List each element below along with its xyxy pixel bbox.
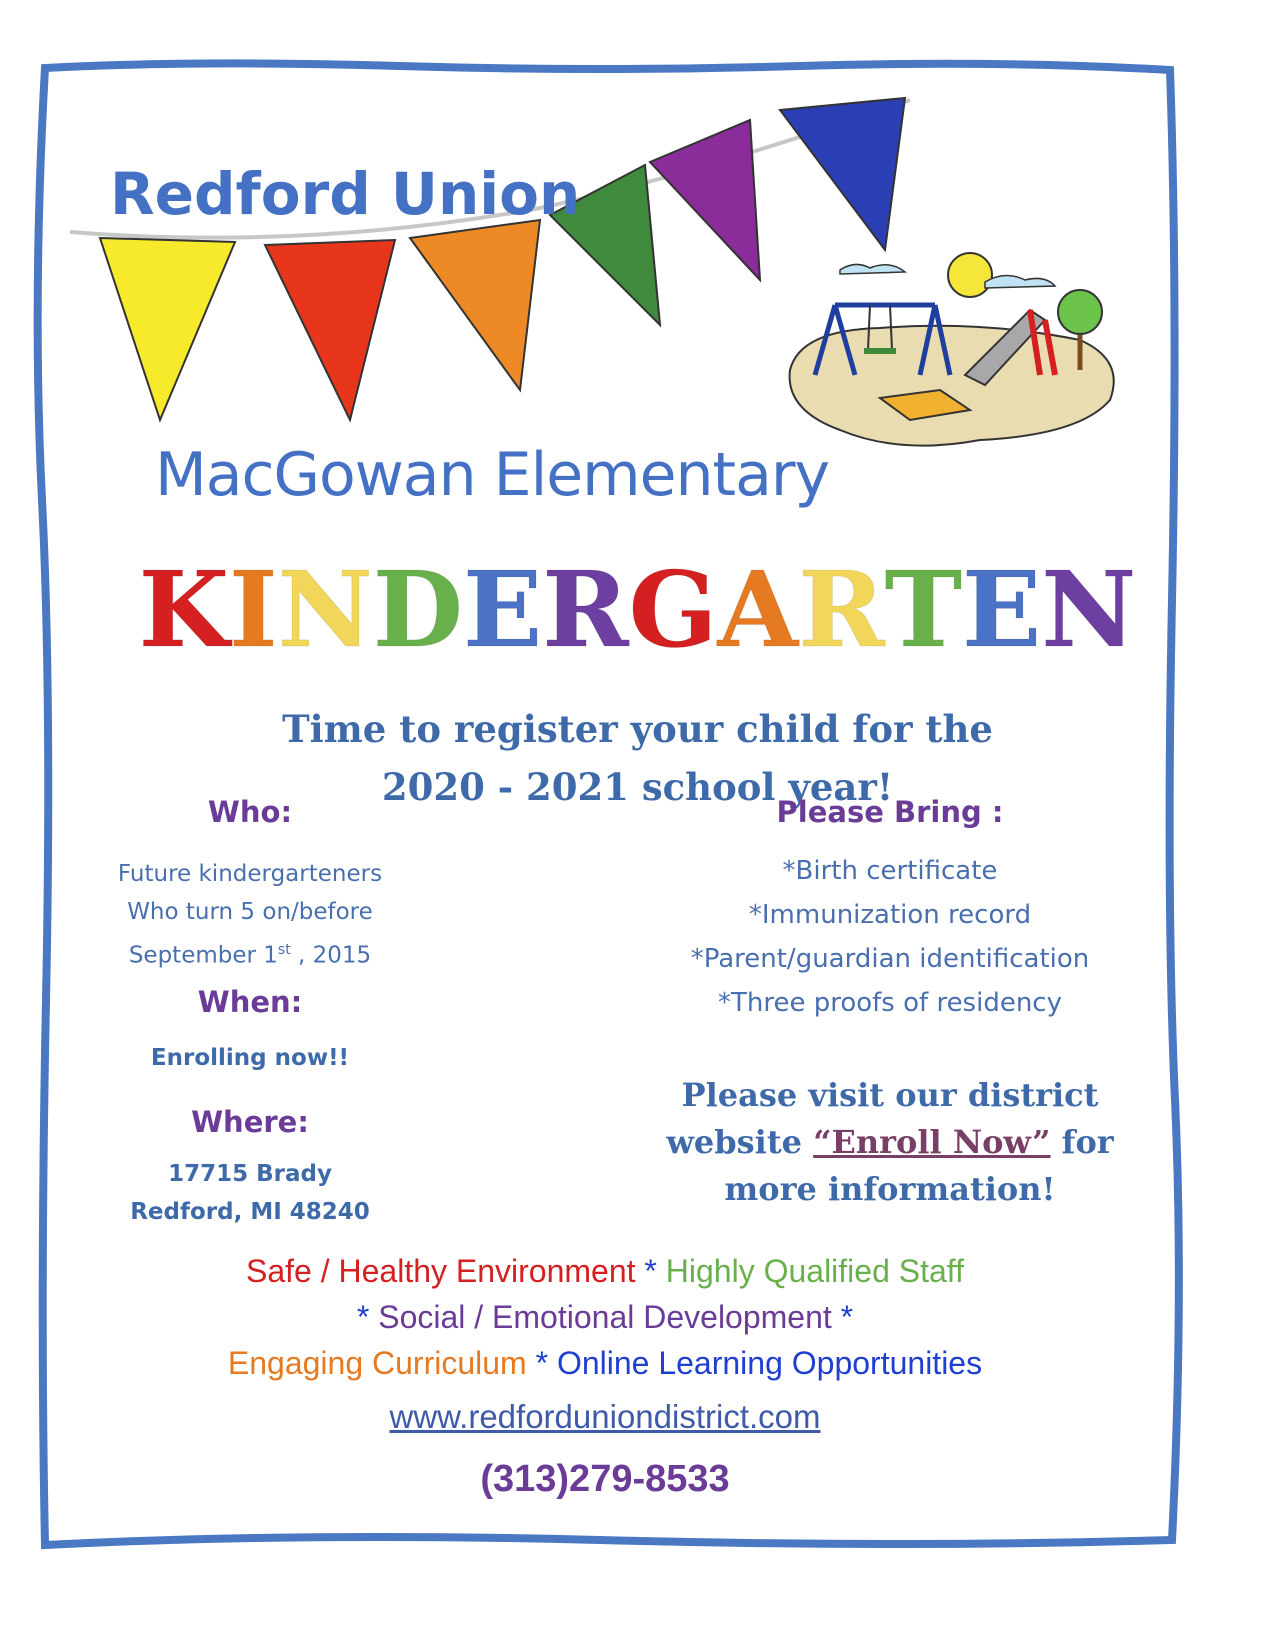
- where-section: [100, 1105, 400, 1231]
- red-flag: [265, 240, 395, 420]
- bring-item: *Immunization record: [748, 900, 1032, 930]
- bring-item: *Birth certificate: [782, 856, 998, 886]
- title-letter: R: [798, 548, 885, 671]
- feature-engaging-curriculum: Engaging Curriculum: [227, 1345, 527, 1381]
- where-label: Where:: [191, 1105, 309, 1139]
- blue-flag: [780, 98, 905, 250]
- when-value: Enrolling now!!: [150, 1045, 350, 1071]
- title-letter: D: [372, 548, 463, 671]
- when-section: [100, 985, 400, 1077]
- title-letter: N: [277, 548, 373, 671]
- bring-item: *Parent/guardian identification: [690, 944, 1090, 974]
- title-letter: E: [962, 548, 1042, 671]
- district-name: Redford Union: [110, 160, 581, 228]
- feature-separator: *: [635, 1253, 666, 1289]
- title-letter: I: [229, 548, 278, 671]
- features-list: [0, 1248, 1210, 1386]
- feature-separator: *: [526, 1345, 557, 1381]
- headline-line-1: Time to register your child for the: [282, 707, 993, 751]
- visit-line-2: website “Enroll Now” for: [666, 1123, 1114, 1161]
- who-label: Who:: [207, 795, 293, 829]
- visit-line-1: Please visit our district: [681, 1076, 1099, 1114]
- bring-section: [640, 795, 1140, 1025]
- bring-label: Please Bring :: [776, 795, 1004, 829]
- title-letter: A: [717, 548, 799, 671]
- title-letter: E: [462, 548, 543, 671]
- phone-number: (313)279-8533: [480, 1458, 730, 1500]
- when-label: When:: [197, 985, 303, 1019]
- title-letter: K: [138, 548, 230, 671]
- who-line-3: September 1st , 2015: [128, 942, 372, 969]
- feature-online-learning: Online Learning Opportunities: [556, 1345, 983, 1381]
- who-line-1: Future kindergarteners: [117, 861, 383, 887]
- visit-website-note: [640, 1072, 1140, 1213]
- title-letter: R: [542, 548, 629, 671]
- visit-line-3: more information!: [724, 1170, 1056, 1208]
- yellow-flag: [100, 238, 235, 420]
- who-section: [100, 795, 400, 975]
- features-line-2: [0, 1294, 1210, 1340]
- school-name: MacGowan Elementary: [155, 440, 830, 510]
- feature-social-emotional: Social / Emotional Development: [378, 1299, 832, 1335]
- headline-line-2: 2020 - 2021 school year!: [381, 765, 894, 809]
- features-line-1: [0, 1248, 1210, 1294]
- who-line-2: Who turn 5 on/before: [127, 899, 373, 925]
- enroll-now-link[interactable]: “Enroll Now”: [813, 1123, 1051, 1161]
- feature-qualified-staff: Highly Qualified Staff: [665, 1253, 964, 1289]
- phone-wrapper: [0, 1458, 1210, 1501]
- purple-flag: [650, 120, 760, 280]
- playground-illustration: [780, 250, 1130, 460]
- orange-flag: [410, 220, 540, 390]
- feature-separator: *: [356, 1299, 379, 1335]
- feature-safe-environment: Safe / Healthy Environment: [246, 1253, 636, 1289]
- bring-item: *Three proofs of residency: [717, 988, 1062, 1018]
- website-wrapper: [0, 1398, 1210, 1436]
- kindergarten-title: [0, 548, 1275, 671]
- features-line-3: [0, 1340, 1210, 1386]
- where-line-2: Redford, MI 48240: [130, 1199, 370, 1225]
- website-link[interactable]: www.redforduniondistrict.com: [389, 1398, 821, 1435]
- title-letter: G: [628, 548, 718, 671]
- title-letter: N: [1041, 548, 1137, 671]
- title-letter: T: [884, 548, 963, 671]
- where-line-1: 17715 Brady: [168, 1161, 332, 1187]
- feature-separator: *: [831, 1299, 854, 1335]
